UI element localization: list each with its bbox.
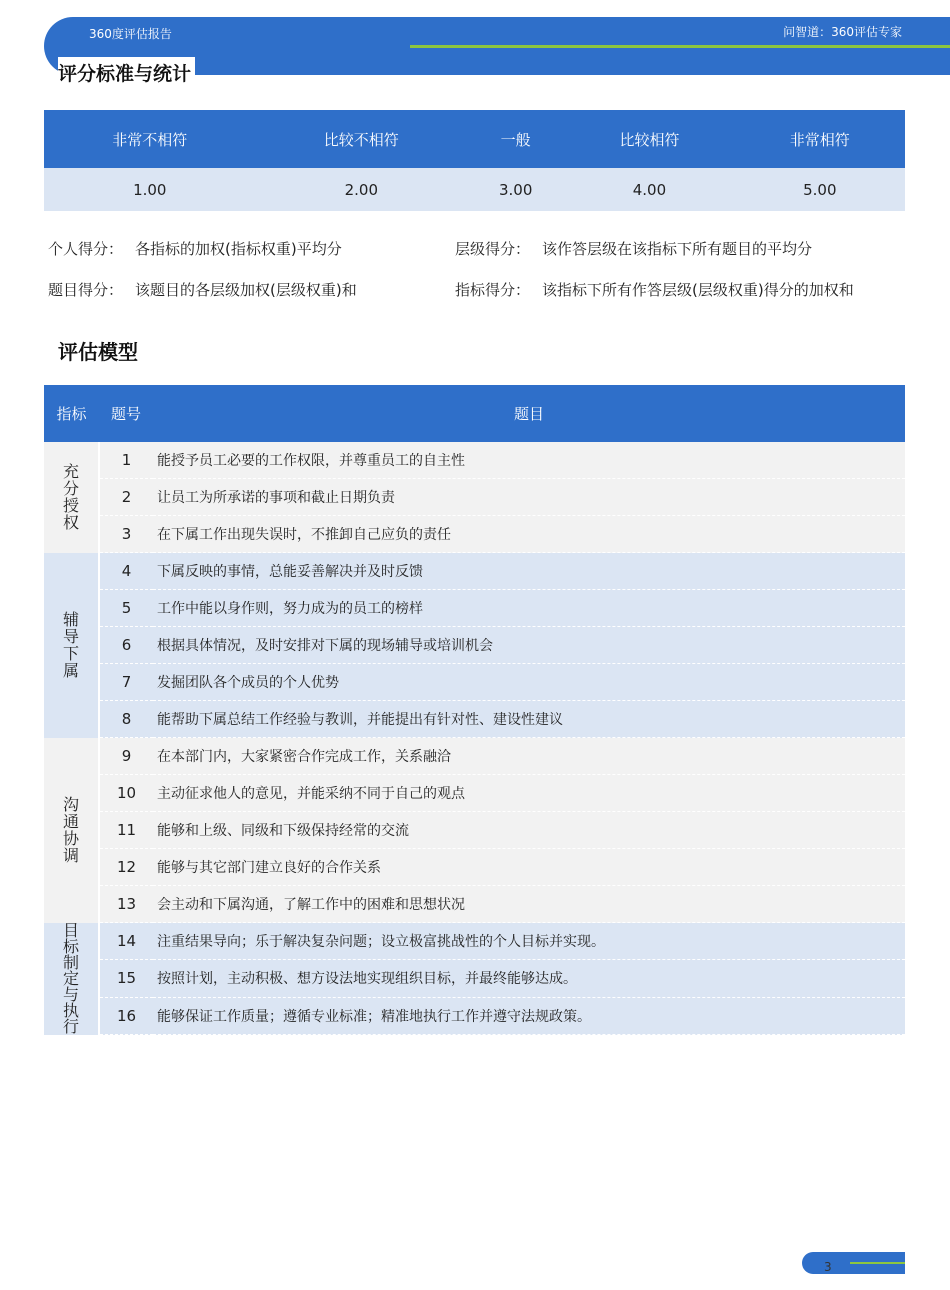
scale-value: 2.00 — [256, 168, 468, 211]
table-row — [44, 553, 905, 590]
definition-label: 个人得分： — [48, 240, 124, 258]
scale-value: 4.00 — [564, 168, 734, 211]
scale-value: 5.00 — [735, 168, 905, 211]
question-number: 1 — [99, 442, 153, 479]
table-row — [44, 923, 905, 960]
question-text: 注重结果导向；乐于解决复杂问题；设立极富挑战性的个人目标并实现。 — [153, 923, 905, 960]
table-row — [44, 997, 905, 1034]
question-number: 8 — [99, 701, 153, 738]
question-text: 下属反映的事情，总能妥善解决并及时反馈 — [153, 553, 905, 590]
question-text: 发掘团队各个成员的个人优势 — [153, 664, 905, 701]
table-row — [44, 960, 905, 997]
indicator-name: 目标制定与执行 — [62, 922, 79, 1035]
column-header-number: 题号 — [99, 385, 153, 442]
scale-value: 3.00 — [467, 168, 564, 211]
table-row — [44, 812, 905, 849]
question-text: 能授予员工必要的工作权限，并尊重员工的自主性 — [153, 442, 905, 479]
header-accent-line — [410, 45, 950, 48]
indicator-name: 辅导下属 — [62, 610, 79, 680]
question-number: 11 — [99, 812, 153, 849]
table-row — [44, 479, 905, 516]
indicator-cell — [44, 923, 99, 1035]
scale-label: 一般 — [467, 110, 564, 168]
question-text: 工作中能以身作则，努力成为的员工的榜样 — [153, 590, 905, 627]
page-header — [44, 17, 950, 85]
table-row — [44, 516, 905, 553]
question-number: 12 — [99, 849, 153, 886]
question-text: 在下属工作出现失误时，不推卸自己应负的责任 — [153, 516, 905, 553]
page-footer — [802, 1252, 905, 1274]
page-number: 3 — [824, 1260, 832, 1274]
scale-value: 1.00 — [44, 168, 256, 211]
definition-label: 题目得分： — [48, 281, 124, 299]
table-row — [44, 442, 905, 479]
definition-question-score — [48, 279, 357, 300]
indicator-cell — [44, 553, 99, 738]
question-text: 按照计划，主动积极、想方设法地实现组织目标，并最终能够达成。 — [153, 960, 905, 997]
section-title-scoring: 评分标准与统计 — [58, 57, 195, 88]
question-text: 能帮助下属总结工作经验与教训，并能提出有针对性、建设性建议 — [153, 701, 905, 738]
question-text: 主动征求他人的意见，并能采纳不同于自己的观点 — [153, 775, 905, 812]
footer-accent-line — [850, 1262, 905, 1264]
indicator-cell — [44, 738, 99, 923]
table-row — [44, 849, 905, 886]
definition-text: 各指标的加权(指标权重)平均分 — [135, 240, 342, 258]
question-number: 15 — [99, 960, 153, 997]
scale-label: 非常不相符 — [44, 110, 256, 168]
model-header-row — [44, 385, 905, 442]
question-number: 7 — [99, 664, 153, 701]
question-number: 2 — [99, 479, 153, 516]
table-row — [44, 886, 905, 923]
question-number: 10 — [99, 775, 153, 812]
definition-indicator-score — [455, 279, 854, 300]
evaluation-model-table — [44, 385, 905, 1035]
definition-personal-score — [48, 238, 342, 259]
question-number: 9 — [99, 738, 153, 775]
table-row — [44, 664, 905, 701]
table-row — [44, 627, 905, 664]
scale-value-row — [44, 168, 905, 211]
definition-label: 层级得分： — [455, 240, 531, 258]
definition-text: 该题目的各层级加权(层级权重)和 — [135, 281, 357, 299]
column-header-question: 题目 — [153, 385, 905, 442]
scale-label-row — [44, 110, 905, 168]
question-text: 能够与其它部门建立良好的合作关系 — [153, 849, 905, 886]
question-text: 根据具体情况，及时安排对下属的现场辅导或培训机会 — [153, 627, 905, 664]
question-number: 6 — [99, 627, 153, 664]
question-text: 会主动和下属沟通，了解工作中的困难和思想状况 — [153, 886, 905, 923]
table-row — [44, 590, 905, 627]
table-row — [44, 701, 905, 738]
question-number: 5 — [99, 590, 153, 627]
question-text: 能够和上级、同级和下级保持经常的交流 — [153, 812, 905, 849]
column-header-indicator: 指标 — [44, 385, 99, 442]
question-number: 3 — [99, 516, 153, 553]
question-text: 能够保证工作质量；遵循专业标准；精准地执行工作并遵守法规政策。 — [153, 997, 905, 1034]
definition-label: 指标得分： — [455, 281, 531, 299]
indicator-cell — [44, 442, 99, 553]
definition-level-score — [455, 238, 812, 259]
question-text: 在本部门内，大家紧密合作完成工作，关系融洽 — [153, 738, 905, 775]
question-number: 4 — [99, 553, 153, 590]
section-title-model: 评估模型 — [58, 340, 138, 364]
question-number: 16 — [99, 997, 153, 1034]
report-title: 360度评估报告 — [89, 27, 172, 41]
indicator-name: 沟通协调 — [62, 795, 79, 865]
question-text: 让员工为所承诺的事项和截止日期负责 — [153, 479, 905, 516]
question-number: 14 — [99, 923, 153, 960]
table-row — [44, 775, 905, 812]
scoring-scale-table — [44, 110, 905, 211]
definition-text: 该指标下所有作答层级(层级权重)得分的加权和 — [542, 281, 854, 299]
indicator-name: 充分授权 — [62, 462, 79, 533]
question-number: 13 — [99, 886, 153, 923]
table-row — [44, 738, 905, 775]
brand-tagline: 问智道：360评估专家 — [783, 25, 902, 39]
scale-label: 非常相符 — [735, 110, 905, 168]
scale-label: 比较不相符 — [256, 110, 468, 168]
definition-text: 该作答层级在该指标下所有题目的平均分 — [542, 240, 813, 258]
scale-label: 比较相符 — [564, 110, 734, 168]
